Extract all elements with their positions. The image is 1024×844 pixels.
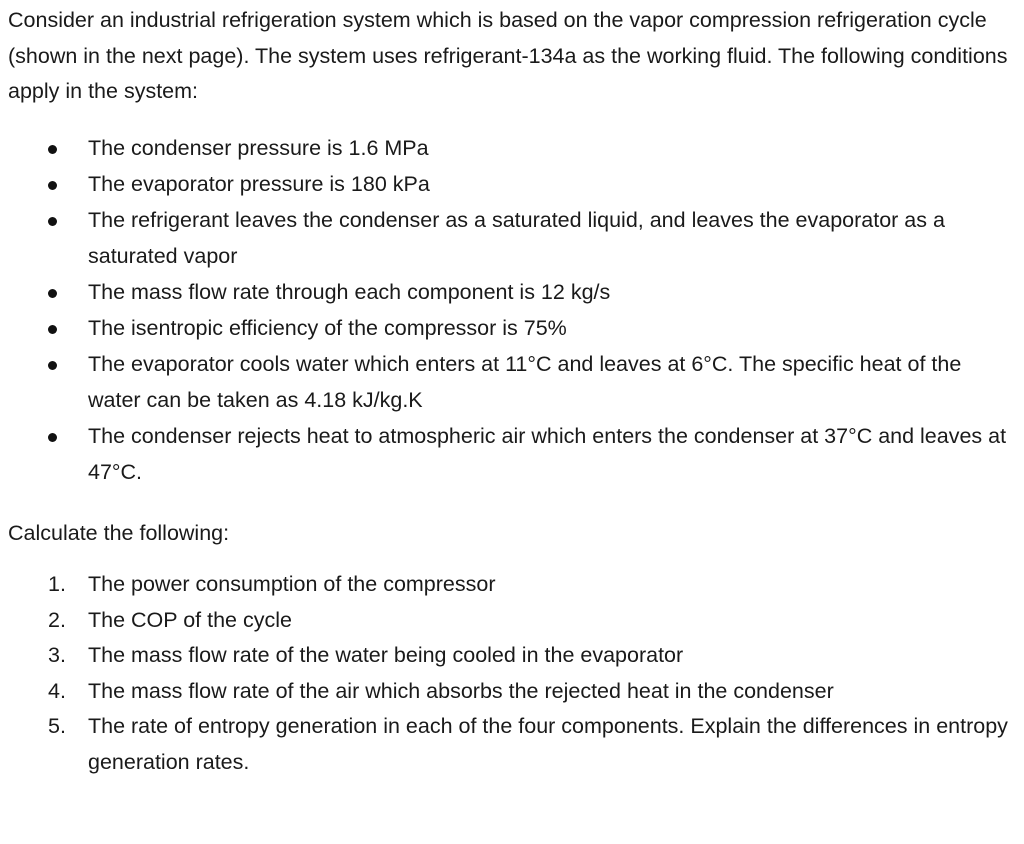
intro-paragraph: Consider an industrial refrigeration system which is based on the vapor compression refrigeration cycle (shown in the next page). The system uses refrigerant-134a as the working fluid. The following conditions apply in the system: (8, 8, 1008, 103)
bullet-icon (48, 433, 57, 442)
list-item (8, 638, 1018, 674)
task-number: 4. (48, 678, 66, 703)
bullet-icon (48, 217, 57, 226)
document (8, 3, 1018, 780)
task-number: 5. (48, 714, 66, 738)
condition-text: The evaporator pressure is 180 kPa (88, 171, 430, 196)
list-item (8, 603, 1018, 639)
list-item (8, 346, 1018, 418)
calc-heading: Calculate the following: (8, 520, 230, 545)
bullet-icon (48, 181, 57, 190)
task-text: The COP of the cycle (88, 607, 292, 632)
list-item (8, 202, 1018, 274)
bullet-icon (48, 145, 57, 154)
tasks-list (8, 567, 1018, 780)
task-number: 1. (48, 572, 66, 596)
list-item (8, 130, 1018, 166)
condition-text: The isentropic efficiency of the compressor is 75% (88, 315, 567, 340)
list-item (8, 674, 1018, 710)
bullet-icon (48, 361, 57, 370)
task-text: The power consumption of the compressor (88, 572, 496, 596)
task-number: 2. (48, 607, 66, 632)
list-item (8, 567, 1018, 603)
conditions-list (8, 130, 1018, 490)
condition-text: The refrigerant leaves the condenser as a saturated liquid, and leaves the evaporator as a saturated vapor (88, 207, 945, 268)
condition-text: The evaporator cools water which enters at 11°C and leaves at 6°C. The specific heat of the water can be taken as 4.18 kJ/kg.K (88, 351, 962, 412)
task-text: The rate of entropy generation in each of the four components. Explain the differences in entropy generation rates. (88, 714, 1008, 774)
list-item (8, 274, 1018, 310)
task-number: 3. (48, 643, 66, 667)
bullet-icon (48, 325, 57, 334)
task-text: The mass flow rate of the air which absorbs the rejected heat in the condenser (88, 678, 834, 703)
condition-text: The mass flow rate through each component is 12 kg/s (88, 279, 611, 304)
list-item (8, 709, 1018, 780)
list-item (8, 166, 1018, 202)
condition-text: The condenser rejects heat to atmospheric air which enters the condenser at 37°C and leaves at 47°C. (88, 423, 1007, 484)
bullet-icon (48, 289, 57, 298)
task-text: The mass flow rate of the water being cooled in the evaporator (88, 643, 684, 667)
condition-text: The condenser pressure is 1.6 MPa (88, 135, 429, 160)
list-item (8, 310, 1018, 346)
list-item (8, 418, 1018, 490)
